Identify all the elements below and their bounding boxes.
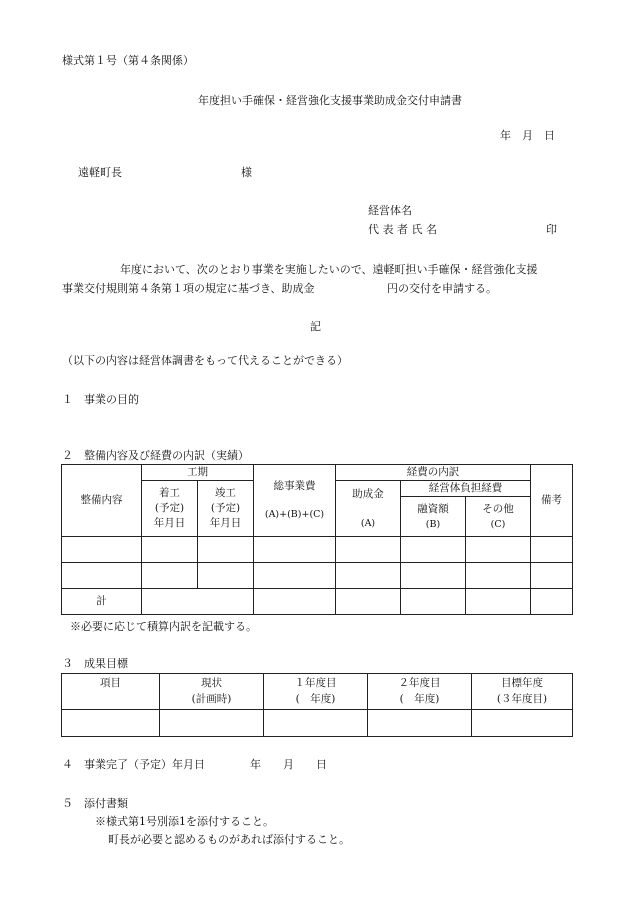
form-number: 様式第１号（第４条関係）	[62, 54, 194, 67]
target-table	[61, 673, 573, 737]
header-subsidy: 助成金 (A)	[336, 481, 401, 537]
table-row	[62, 563, 573, 589]
date-label: 年 月 日	[500, 129, 555, 142]
target-header-target: 目標年度 (３年度目)	[472, 674, 573, 710]
addressee-name: 遠軽町長	[78, 166, 122, 179]
expense-note: ※必要に応じて積算内訳を記載する。	[70, 620, 257, 633]
substitution-note: （以下の内容は経営体調書をもって代えることができる）	[62, 354, 348, 367]
target-header-item: 項目	[62, 674, 160, 710]
section4-title: ４ 事業完了（予定）年月日	[62, 758, 205, 771]
document-title: 年度担い手確保・経営強化支援事業助成金交付申請書	[198, 94, 462, 107]
header-burden: 経営体負担経費	[401, 481, 531, 497]
expense-table	[61, 464, 573, 615]
section1-title: １ 事業の目的	[62, 393, 139, 406]
header-loan: 融資額 (B)	[401, 497, 466, 537]
header-total: 総事業費 (A)+(B)+(C)	[254, 465, 336, 537]
header-remarks: 備考	[531, 465, 573, 537]
addressee-suffix: 様	[241, 166, 252, 179]
header-start: 着工 (予定) 年月日	[142, 481, 198, 537]
header-end: 竣工 (予定) 年月日	[198, 481, 254, 537]
applicant-org-label: 経営体名	[368, 204, 412, 217]
table-row	[62, 710, 573, 737]
applicant-rep-label: 代 表 者 氏 名	[368, 223, 437, 236]
total-row-label: 計	[62, 589, 142, 615]
ki-heading: 記	[310, 320, 321, 333]
target-header-year1: １年度目 ( 年度)	[264, 674, 368, 710]
seal-mark: 印	[546, 223, 557, 236]
body-line-2b: 円の交付を申請する。	[387, 282, 497, 295]
header-period: 工期	[142, 465, 254, 481]
header-breakdown: 経費の内訳	[336, 465, 531, 481]
completion-date: 年 月 日	[250, 758, 327, 771]
target-header-current: 現状 (計画時)	[160, 674, 264, 710]
attachment-line-2: 町長が必要と認めるものがあれば添付すること。	[108, 833, 350, 846]
body-line-1: 年度において、次のとおり事業を実施したいので、遠軽町担い手確保・経営強化支援	[120, 263, 538, 276]
section2-title: ２ 整備内容及び経費の内訳（実績）	[62, 449, 249, 462]
header-item: 整備内容	[62, 465, 142, 537]
body-line-2a: 事業交付規則第４条第１項の規定に基づき、助成金	[62, 282, 315, 295]
attachment-line-1: ※様式第1号別添1を添付すること。	[95, 815, 274, 828]
section5-title: ５ 添付書類	[62, 797, 128, 810]
total-row	[62, 589, 573, 615]
target-header-year2: ２年度目 ( 年度)	[368, 674, 472, 710]
section3-title: ３ 成果目標	[62, 657, 128, 670]
table-row	[62, 537, 573, 563]
header-other: その他 (C)	[466, 497, 531, 537]
